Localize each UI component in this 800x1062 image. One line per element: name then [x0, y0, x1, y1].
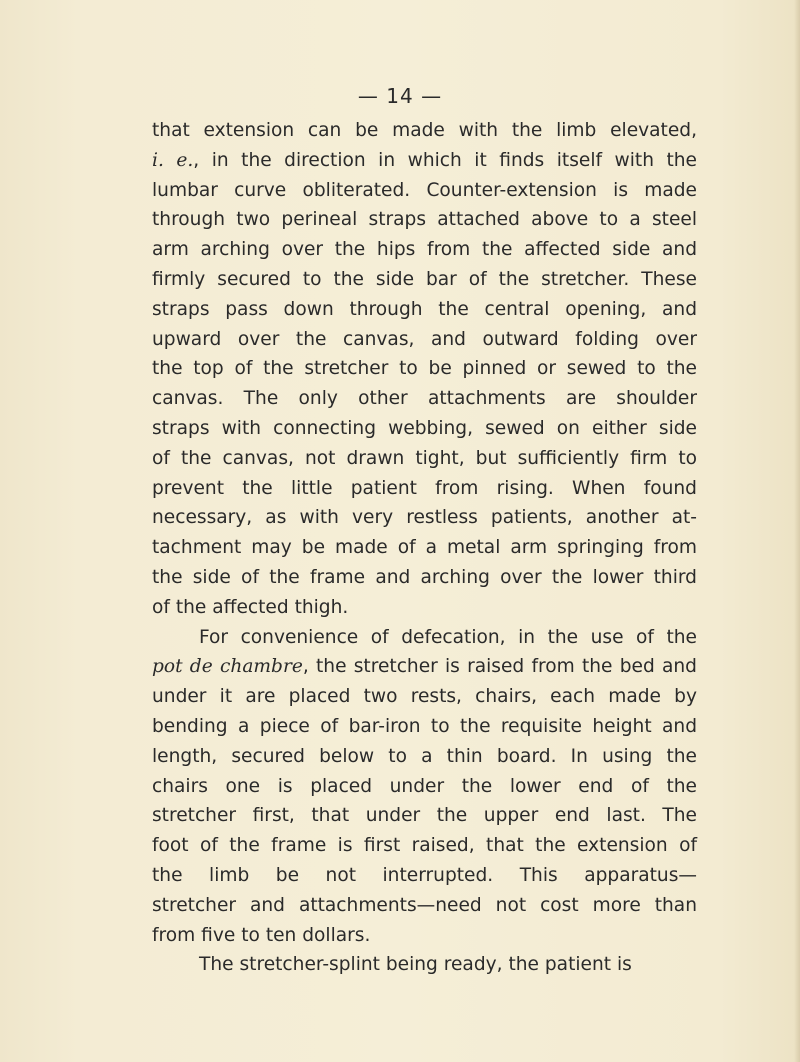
text-line-21: bending a piece of bar-iron to the requisite height and — [152, 715, 697, 737]
italic-ie-comma: , — [193, 149, 200, 171]
text-line-1: that extension can be made with the limb elevated, — [152, 120, 697, 141]
text-line-16: the side of the frame and arching over the lower third — [152, 566, 697, 588]
text-line-4: through two perineal straps attached above to a steel — [152, 209, 697, 231]
text-line-13: prevent the little patient from rising. When found — [152, 477, 697, 499]
text-line-26: the limb be not interrupted. This apparatus— — [152, 864, 697, 886]
text-line-3: lumbar curve obliterated. Counter-extension is made — [152, 179, 697, 201]
text-line-2-rest: in the direction in which it finds itself with the — [211, 149, 697, 171]
text-line-17: of the affected thigh. — [152, 596, 349, 618]
body-text — [152, 116, 697, 980]
text-line-12: of the canvas, not drawn tight, but sufficiently firm to — [152, 447, 697, 469]
text-line-25: foot of the frame is first raised, that the extension of — [152, 835, 697, 857]
text-line-23: chairs one is placed under the lower end of the — [152, 775, 697, 797]
text-line-10: canvas. The only other attachments are shoulder — [152, 388, 697, 410]
page-edge-shadow — [794, 0, 800, 1062]
text-line-5: arm arching over the hips from the affected side and — [152, 239, 697, 261]
text-line-11: straps with connecting webbing, sewed on either side — [152, 417, 697, 439]
text-line-9: the top of the stretcher to be pinned or sewed to the — [152, 358, 697, 380]
text-line-20: under it are placed two rests, chairs, each made by — [152, 686, 697, 708]
text-line-22: length, secured below to a thin board. In using the — [152, 745, 697, 767]
text-line-6: firmly secured to the side bar of the stretcher. These — [152, 268, 697, 290]
text-line-29: The stretcher-splint being ready, the patient is — [199, 954, 632, 976]
text-line-15: tachment may be made of a metal arm springing from — [152, 537, 697, 559]
text-line-27: stretcher and attachments—need not cost more than — [152, 894, 697, 916]
italic-pot-de-chambre: pot de chambre — [152, 656, 303, 678]
text-line-19 — [152, 652, 697, 682]
text-line-18: For convenience of defecation, in the use of the — [199, 626, 697, 648]
page-number: — 14 — — [357, 84, 443, 108]
text-line-8: upward over the canvas, and outward folding over — [152, 328, 697, 350]
text-line-19-rest: the stretcher is raised from the bed and — [316, 656, 697, 678]
italic-ie: i. e. — [152, 149, 194, 171]
text-line-2 — [152, 146, 697, 176]
italic-pot-comma: , — [302, 656, 309, 678]
text-line-28: from five to ten dollars. — [152, 924, 371, 946]
text-line-7: straps pass down through the central opening, and — [152, 298, 697, 320]
text-line-14: necessary, as with very restless patients, another at- — [152, 507, 697, 529]
text-line-24: stretcher first, that under the upper end last. The — [152, 805, 697, 827]
